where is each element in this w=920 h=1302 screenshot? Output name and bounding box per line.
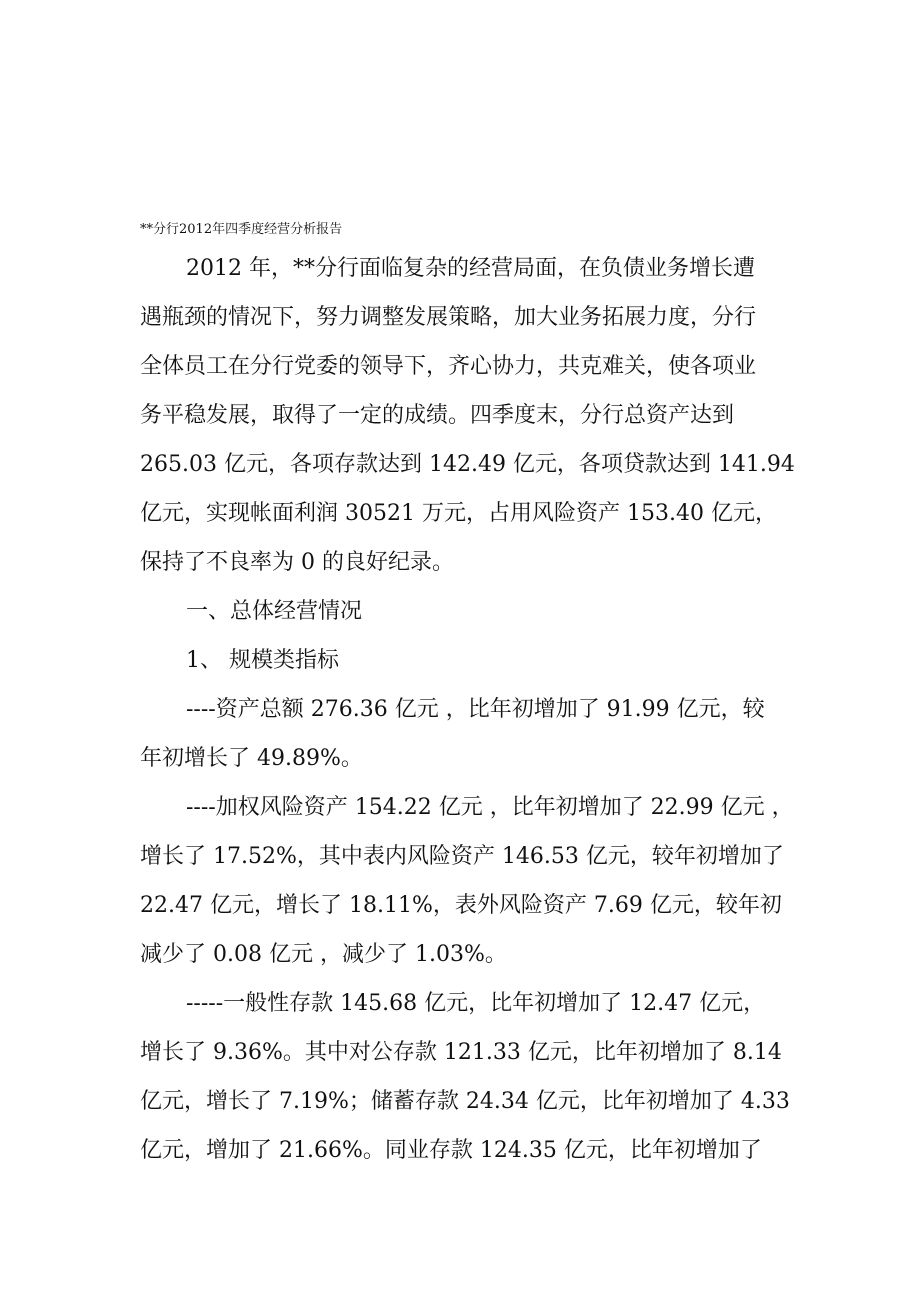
paragraph-line: 亿元，增加了 21.66%。同业存款 124.35 亿元，比年初增加了 <box>140 1138 762 1163</box>
document-title: **分行2012年四季度经营分析报告 <box>140 222 343 237</box>
paragraph-line: -----一般性存款 145.68 亿元，比年初增加了 12.47 亿元， <box>186 991 766 1016</box>
paragraph-line: 亿元，增长了 7.19%；储蓄存款 24.34 亿元，比年初增加了 4.33 <box>140 1089 790 1114</box>
paragraph-line: 265.03 亿元，各项存款达到 142.49 亿元，各项贷款达到 141.94 <box>140 452 795 477</box>
paragraph-line: ----资产总额 276.36 亿元 ，比年初增加了 91.99 亿元，较 <box>186 697 765 722</box>
paragraph-line: 减少了 0.08 亿元 ，减少了 1.03%。 <box>140 942 507 967</box>
paragraph-line: 增长了 9.36%。其中对公存款 121.33 亿元，比年初增加了 8.14 <box>140 1040 782 1065</box>
paragraph-line: 全体员工在分行党委的领导下，齐心协力，共克难关，使各项业 <box>140 354 757 379</box>
paragraph-line: 2012 年，**分行面临复杂的经营局面，在负债业务增长遭 <box>186 256 755 281</box>
paragraph-line: ----加权风险资产 154.22 亿元 ，比年初增加了 22.99 亿元 ， <box>186 795 794 820</box>
paragraph-line: 年初增长了 49.89%。 <box>140 746 363 771</box>
paragraph-line: 22.47 亿元，增长了 18.11%，表外风险资产 7.69 亿元，较年初 <box>140 893 782 918</box>
paragraph-line: 遇瓶颈的情况下，努力调整发展策略，加大业务拓展力度，分行 <box>140 305 757 330</box>
paragraph-line: 亿元，实现帐面利润 30521 万元，占用风险资产 153.40 亿元， <box>140 501 777 526</box>
paragraph-line: 务平稳发展，取得了一定的成绩。四季度末，分行总资产达到 <box>140 403 735 428</box>
paragraph-line: 增长了 17.52%，其中表内风险资产 146.53 亿元，较年初增加了 <box>140 844 784 869</box>
subsection-heading: 1、 规模类指标 <box>186 648 339 673</box>
section-heading: 一、总体经营情况 <box>186 599 363 624</box>
paragraph-line: 保持了不良率为 0 的良好纪录。 <box>140 550 454 575</box>
